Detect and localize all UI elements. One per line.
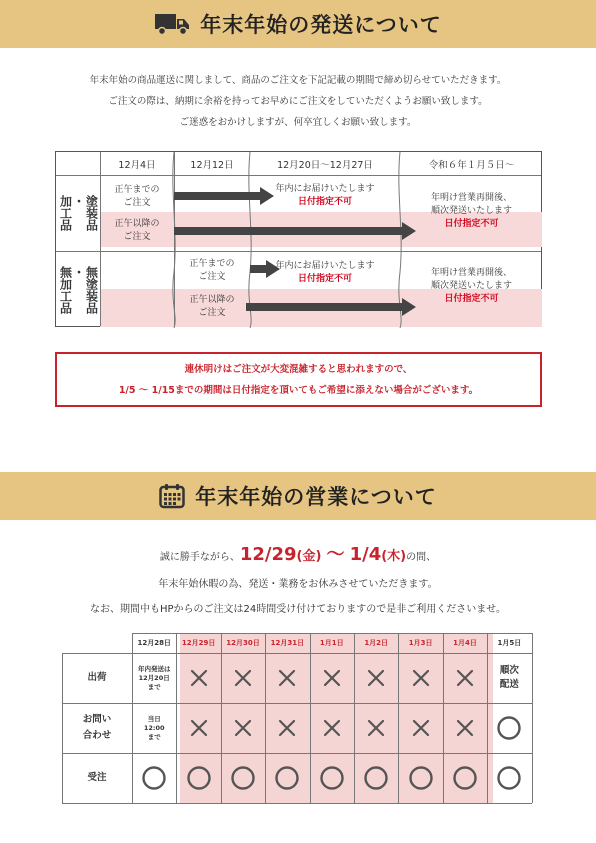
open-circle-mark — [221, 753, 265, 803]
business-banner — [0, 472, 596, 520]
after-new-year-text: 年明け営業再開後、 順次発送いたします — [430, 193, 512, 216]
calendar-icon — [159, 483, 185, 509]
calendar-note: 当日 12:00 まで — [143, 714, 165, 741]
calendar-row-label: 出荷 — [87, 672, 107, 683]
header-dec12: 12月12日 — [190, 159, 234, 171]
open-circle-mark — [132, 753, 176, 803]
within-year-text: 年内にお届けいたします — [275, 261, 375, 271]
truck-icon — [154, 12, 190, 36]
calendar-resume-note: 順次 配送 — [499, 665, 519, 690]
category-label: 塗装品 ・ 加工品 — [58, 195, 99, 231]
calendar-note: 年内発送は 12月20日 まで — [137, 664, 171, 691]
holiday-period-line — [0, 540, 596, 566]
open-circle-mark — [487, 703, 531, 753]
shipping-banner — [0, 0, 596, 48]
web-order-line: なお、期間中もHPからのご注文は24時間受け付けておりますので是非ご利用くださいませ。 — [90, 604, 506, 615]
arrow — [174, 224, 416, 238]
end-day: (木) — [381, 549, 407, 564]
category-unpainted — [56, 251, 100, 328]
start-day: (金) — [296, 549, 322, 564]
calendar-date-header: 1月4日 — [453, 639, 477, 647]
business-calendar — [62, 633, 533, 803]
business-title: 年末年始の営業について — [195, 485, 437, 509]
open-circle-mark — [310, 753, 354, 803]
header-jan5: 令和６年１月５日～ — [428, 159, 515, 171]
notice-line: 連休明けはご注文が大変混雑すると思われますので、 — [184, 363, 413, 375]
open-circle-mark — [176, 753, 220, 803]
line-prefix: 誠に勝手ながら、 — [159, 552, 240, 563]
open-circle-mark — [443, 753, 487, 803]
arrow — [246, 300, 416, 314]
header-dec4: 12月4日 — [118, 159, 156, 171]
closed-x-mark — [398, 653, 442, 703]
open-circle-mark — [354, 753, 398, 803]
notice-box — [55, 352, 542, 407]
closed-x-mark — [443, 653, 487, 703]
shipping-intro — [0, 70, 596, 133]
end-date: 1/4 — [349, 544, 382, 565]
calendar-date-header: 12月29日 — [181, 639, 216, 647]
line-suffix: の間、 — [406, 552, 437, 563]
category-painted — [56, 175, 100, 251]
tilde: ～ — [326, 544, 345, 565]
calendar-row-label: 受注 — [87, 772, 107, 783]
closed-x-mark — [398, 703, 442, 753]
open-circle-mark — [265, 753, 309, 803]
closed-x-mark — [176, 653, 220, 703]
closed-x-mark — [354, 703, 398, 753]
holiday-reason-line: 年末年始休暇の為、発送・業務をお休みさせていただきます。 — [158, 579, 438, 590]
closed-x-mark — [443, 703, 487, 753]
calendar-date-header: 12月28日 — [137, 639, 171, 647]
morning-order-text: 正午までの ご注文 — [114, 185, 160, 208]
closed-x-mark — [221, 703, 265, 753]
intro-line: ご迷惑をおかけしますが、何卒宜しくお願い致します。 — [179, 117, 417, 128]
closed-x-mark — [310, 703, 354, 753]
open-circle-mark — [398, 753, 442, 803]
morning-order-text: 正午までの ご注文 — [189, 259, 235, 282]
start-date: 12/29 — [239, 544, 297, 565]
intro-line: ご注文の際は、納期に余裕を持ってお早めにご注文をしていただくようお願い致します。 — [108, 96, 488, 107]
closed-x-mark — [354, 653, 398, 703]
no-date-text: 日付指定不可 — [444, 294, 499, 304]
calendar-date-header: 1月3日 — [408, 639, 433, 647]
calendar-date-header: 1月5日 — [497, 639, 522, 647]
calendar-date-header: 1月1日 — [319, 639, 344, 647]
no-date-text: 日付指定不可 — [297, 197, 352, 207]
category-label: 無塗装品 ・ 無加工品 — [58, 265, 99, 314]
closed-x-mark — [265, 703, 309, 753]
grid-line — [532, 633, 533, 803]
after-new-year-text: 年明け営業再開後、 順次発送いたします — [430, 268, 512, 291]
closed-x-mark — [221, 653, 265, 703]
notice-line: 1/5 ～ 1/15までの期間は日付指定を頂いてもご希望に添えない場合がございます。 — [118, 384, 479, 396]
calendar-date-header: 12月31日 — [270, 639, 305, 647]
closed-x-mark — [265, 653, 309, 703]
shipping-table — [55, 151, 542, 327]
intro-line: 年末年始の商品運送に関しまして、商品のご注文を下記記載の期間で締め切らせていただきます。 — [89, 75, 507, 86]
closed-x-mark — [310, 653, 354, 703]
calendar-row-label: お問い 合わせ — [82, 714, 112, 741]
open-circle-mark — [487, 753, 531, 803]
shipping-title: 年末年始の発送について — [200, 13, 442, 37]
after-noon-order-text: 正午以降の ご注文 — [114, 219, 160, 242]
no-date-text: 日付指定不可 — [444, 219, 499, 229]
no-date-text: 日付指定不可 — [297, 274, 352, 284]
header-dec20-27: 12月20日～12月27日 — [277, 159, 373, 171]
after-noon-order-text: 正午以降の ご注文 — [189, 295, 235, 318]
grid-line — [62, 803, 532, 804]
closed-x-mark — [176, 703, 220, 753]
within-year-text: 年内にお届けいたします — [275, 184, 375, 194]
calendar-date-header: 1月2日 — [364, 639, 389, 647]
calendar-date-header: 12月30日 — [226, 639, 260, 647]
